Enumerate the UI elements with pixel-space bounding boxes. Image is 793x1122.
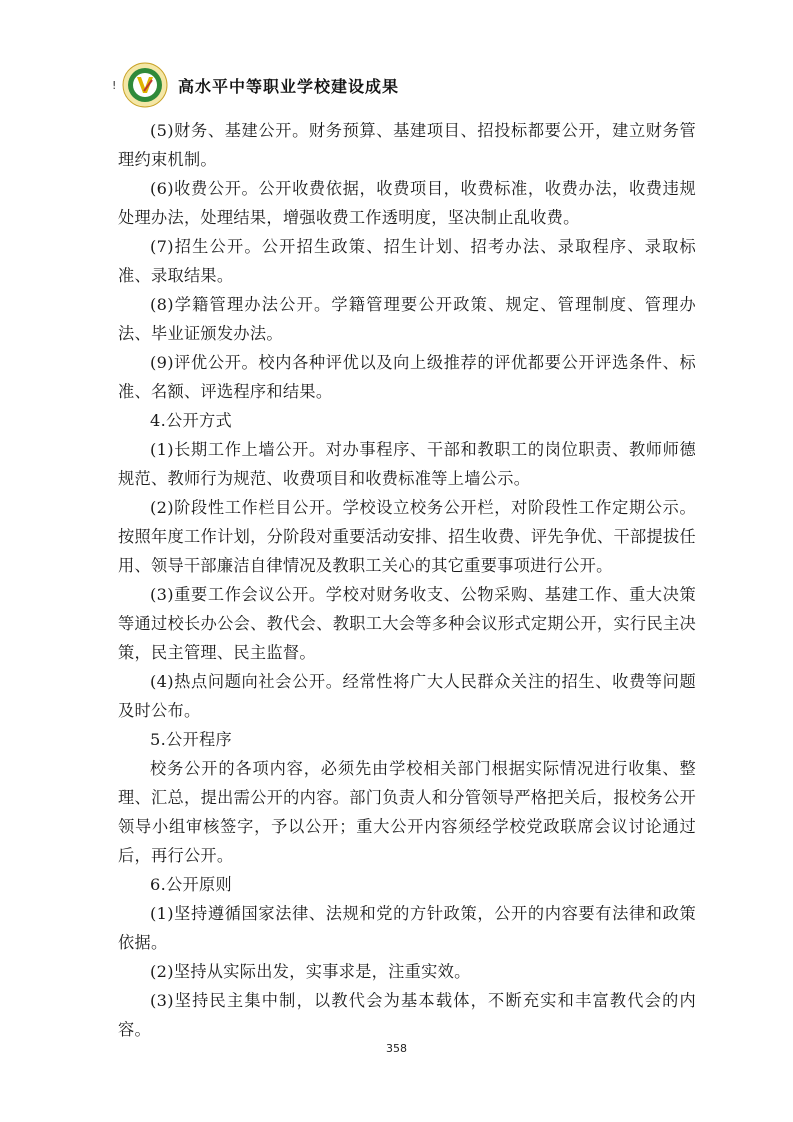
paragraph: (4)热点问题向社会公开。经常性将广大人民群众关注的招生、收费等问题及时公布。	[118, 672, 696, 720]
paragraph: (3)重要工作会议公开。学校对财务收支、公物采购、基建工作、重大决策等通过校长办公会、教代会、教职工大会等多种会议形式定期公开，实行民主决策，民主管理、民主监督。	[118, 585, 696, 662]
paragraph: (8)学籍管理办法公开。学籍管理要公开政策、规定、管理制度、管理办法、毕业证颁发办法。	[118, 295, 696, 343]
paragraph: (1)长期工作上墙公开。对办事程序、干部和教职工的岗位职责、教师师德规范、教师行为规范、收费项目和收费标准等上墙公示。	[118, 440, 696, 488]
page-number: 358	[386, 1042, 407, 1055]
paragraph: (6)收费公开。公开收费依据，收费项目，收费标准，收费办法，收费违规处理办法，处理结果，增强收费工作透明度，坚决制止乱收费。	[118, 179, 696, 227]
paragraph: (7)招生公开。公开招生政策、招生计划、招考办法、录取程序、录取标准、录取结果。	[118, 237, 696, 285]
document-body	[118, 116, 696, 1044]
paragraph: 校务公开的各项内容，必须先由学校相关部门根据实际情况进行收集、整理、汇总，提出需公开的内容。部门负责人和分管领导严格把关后，报校务公开领导小组审核签字，予以公开；重大公开内容须经学校党政联席会议讨论通过后，再行公开。	[118, 759, 696, 865]
page-header	[112, 60, 400, 110]
paragraph: (1)坚持遵循国家法律、法规和党的方针政策，公开的内容要有法律和政策依据。	[118, 904, 696, 952]
paragraph: (5)财务、基建公开。财务预算、基建项目、招投标都要公开，建立财务管理约束机制。	[118, 121, 696, 169]
school-logo-icon	[122, 62, 168, 108]
paragraph: (9)评优公开。校内各种评优以及向上级推荐的评优都要公开评选条件、标准、名额、评选程序和结果。	[118, 353, 696, 401]
paragraph: (2)坚持从实际出发，实事求是，注重实效。	[150, 962, 471, 981]
section-heading: 6.公开原则	[150, 875, 232, 894]
section-heading: 5.公开程序	[150, 730, 232, 749]
section-heading: 4.公开方式	[150, 411, 232, 430]
header-mark: !	[112, 79, 117, 92]
header-title: 高水平中等职业学校建设成果	[178, 76, 400, 96]
paragraph: (2)阶段性工作栏目公开。学校设立校务公开栏，对阶段性工作定期公示。按照年度工作计划，分阶段对重要活动安排、招生收费、评先争优、干部提拔任用、领导干部廉洁自律情况及教职工关心的其它重要事项进行公开。	[118, 498, 696, 575]
paragraph: (3)坚持民主集中制，以教代会为基本载体，不断充实和丰富教代会的内容。	[118, 991, 696, 1039]
